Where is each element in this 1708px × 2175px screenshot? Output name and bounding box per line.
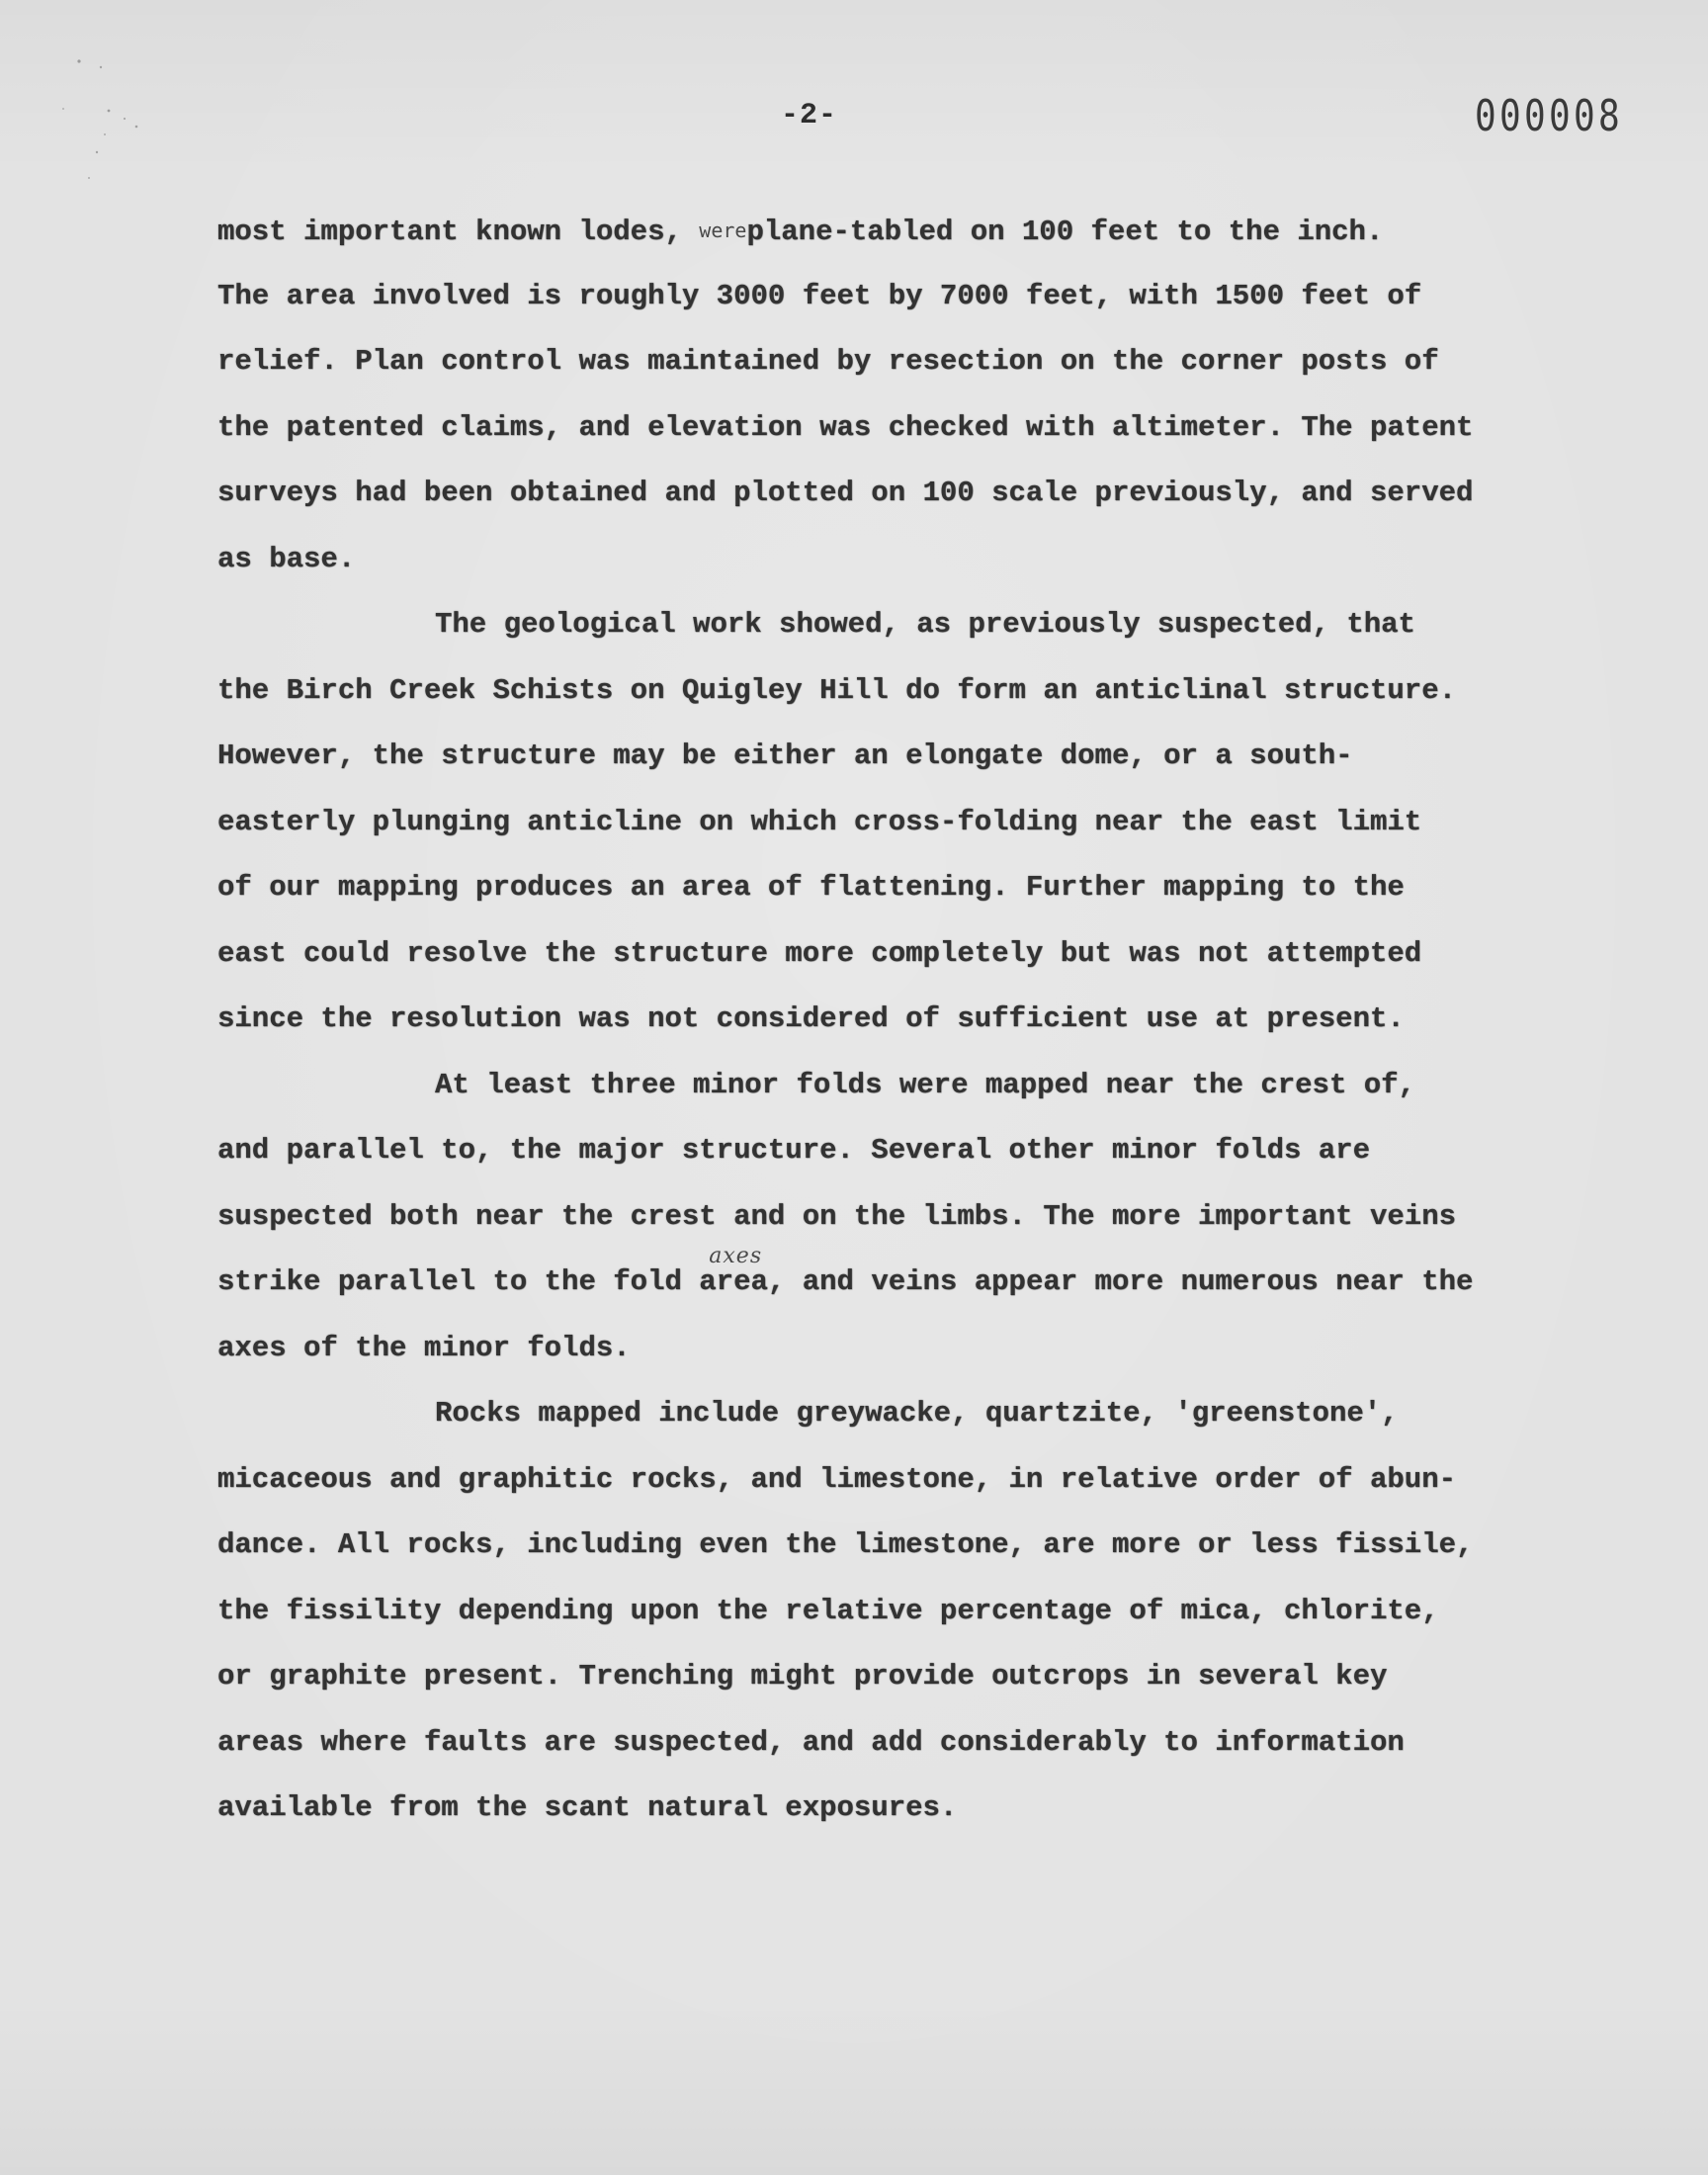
text-line bbox=[217, 461, 1474, 527]
typed-text: the Birch Creek Schists on Quigley Hill do form an anticlinal structure. bbox=[217, 673, 1457, 707]
text-line bbox=[217, 1184, 1463, 1251]
typed-text: as base. bbox=[217, 542, 356, 575]
typed-text: the fissility depending upon the relative percentage of mica, chlorite, bbox=[217, 1594, 1439, 1627]
typed-text: The geological work showed, as previously suspected, that bbox=[435, 608, 1415, 641]
text-line bbox=[217, 1053, 1463, 1119]
typed-text: most important known lodes, bbox=[217, 216, 700, 248]
corrected-word: area bbox=[699, 1265, 768, 1298]
text-line bbox=[217, 987, 1463, 1053]
text-line bbox=[217, 1710, 1463, 1777]
typed-text: and parallel to, the major structure. Several other minor folds are bbox=[217, 1134, 1370, 1167]
text-line bbox=[217, 724, 1463, 790]
typed-text: easterly plunging anticline on which cross-folding near the east limit bbox=[217, 805, 1422, 838]
typed-text: or graphite present. Trenching might provide outcrops in several key bbox=[217, 1660, 1388, 1693]
typed-text: suspected both near the crest and on the limbs. The more important veins bbox=[217, 1199, 1457, 1233]
text-line bbox=[217, 1316, 1463, 1382]
typed-text: Rocks mapped include greywacke, quartzite, 'greenstone', bbox=[435, 1397, 1399, 1430]
text-line bbox=[217, 658, 1463, 725]
text-line bbox=[217, 921, 1463, 988]
typed-text: , and veins appear more numerous near the bbox=[767, 1265, 1474, 1298]
typed-text: of our mapping produces an area of flattening. Further mapping to the bbox=[217, 871, 1405, 904]
typed-text: micaceous and graphitic rocks, and limestone, in relative order of abun- bbox=[217, 1462, 1457, 1496]
paper-specks bbox=[59, 49, 217, 188]
inserted-word: were bbox=[699, 218, 747, 242]
text-line bbox=[217, 1644, 1463, 1710]
page-number: -2- bbox=[781, 99, 838, 132]
typed-text: relief. Plan control was maintained by resection on the corner posts of bbox=[217, 345, 1439, 378]
text-line bbox=[217, 1381, 1463, 1447]
typed-text: areas where faults are suspected, and add considerably to information bbox=[217, 1725, 1405, 1759]
typed-text: plane-tabled on 100 feet to the inch. bbox=[746, 216, 1384, 248]
text-line bbox=[217, 790, 1463, 856]
document-body bbox=[217, 198, 1474, 1842]
text-line bbox=[217, 264, 1463, 330]
text-line bbox=[217, 1447, 1463, 1514]
text-line bbox=[217, 1776, 1463, 1842]
typed-text: strike parallel to the fold bbox=[217, 1265, 700, 1298]
typed-text: At least three minor folds were mapped near the crest of, bbox=[435, 1068, 1415, 1101]
typed-text: However, the structure may be either an elongate dome, or a south- bbox=[217, 740, 1353, 772]
text-line bbox=[217, 395, 1474, 462]
text-line bbox=[217, 855, 1463, 921]
typed-text: dance. All rocks, including even the limestone, are more or less fissile, bbox=[217, 1528, 1474, 1561]
annotated-word bbox=[699, 1244, 768, 1316]
text-line bbox=[217, 1118, 1463, 1184]
text-line bbox=[217, 198, 1463, 264]
document-number-stamp: 000008 bbox=[1475, 91, 1624, 141]
typed-text: available from the scant natural exposures. bbox=[217, 1791, 958, 1824]
typed-text: since the resolution was not considered of sufficient use at present. bbox=[217, 1002, 1405, 1035]
typed-text: axes of the minor folds. bbox=[217, 1331, 631, 1364]
typed-text: the patented claims, and elevation was checked with altimeter. The patent bbox=[217, 410, 1474, 444]
text-line bbox=[217, 1244, 1474, 1316]
text-line bbox=[217, 1513, 1474, 1579]
typed-text: east could resolve the structure more completely but was not attempted bbox=[217, 936, 1422, 970]
typed-text: The area involved is roughly 3000 feet by 7000 feet, with 1500 feet of bbox=[217, 279, 1422, 312]
text-line bbox=[217, 592, 1463, 658]
typed-text: surveys had been obtained and plotted on 100 scale previously, and served bbox=[217, 477, 1474, 509]
text-line bbox=[217, 1579, 1463, 1645]
handwritten-correction: axes bbox=[709, 1244, 763, 1268]
text-line bbox=[217, 527, 1463, 593]
text-line bbox=[217, 329, 1463, 395]
